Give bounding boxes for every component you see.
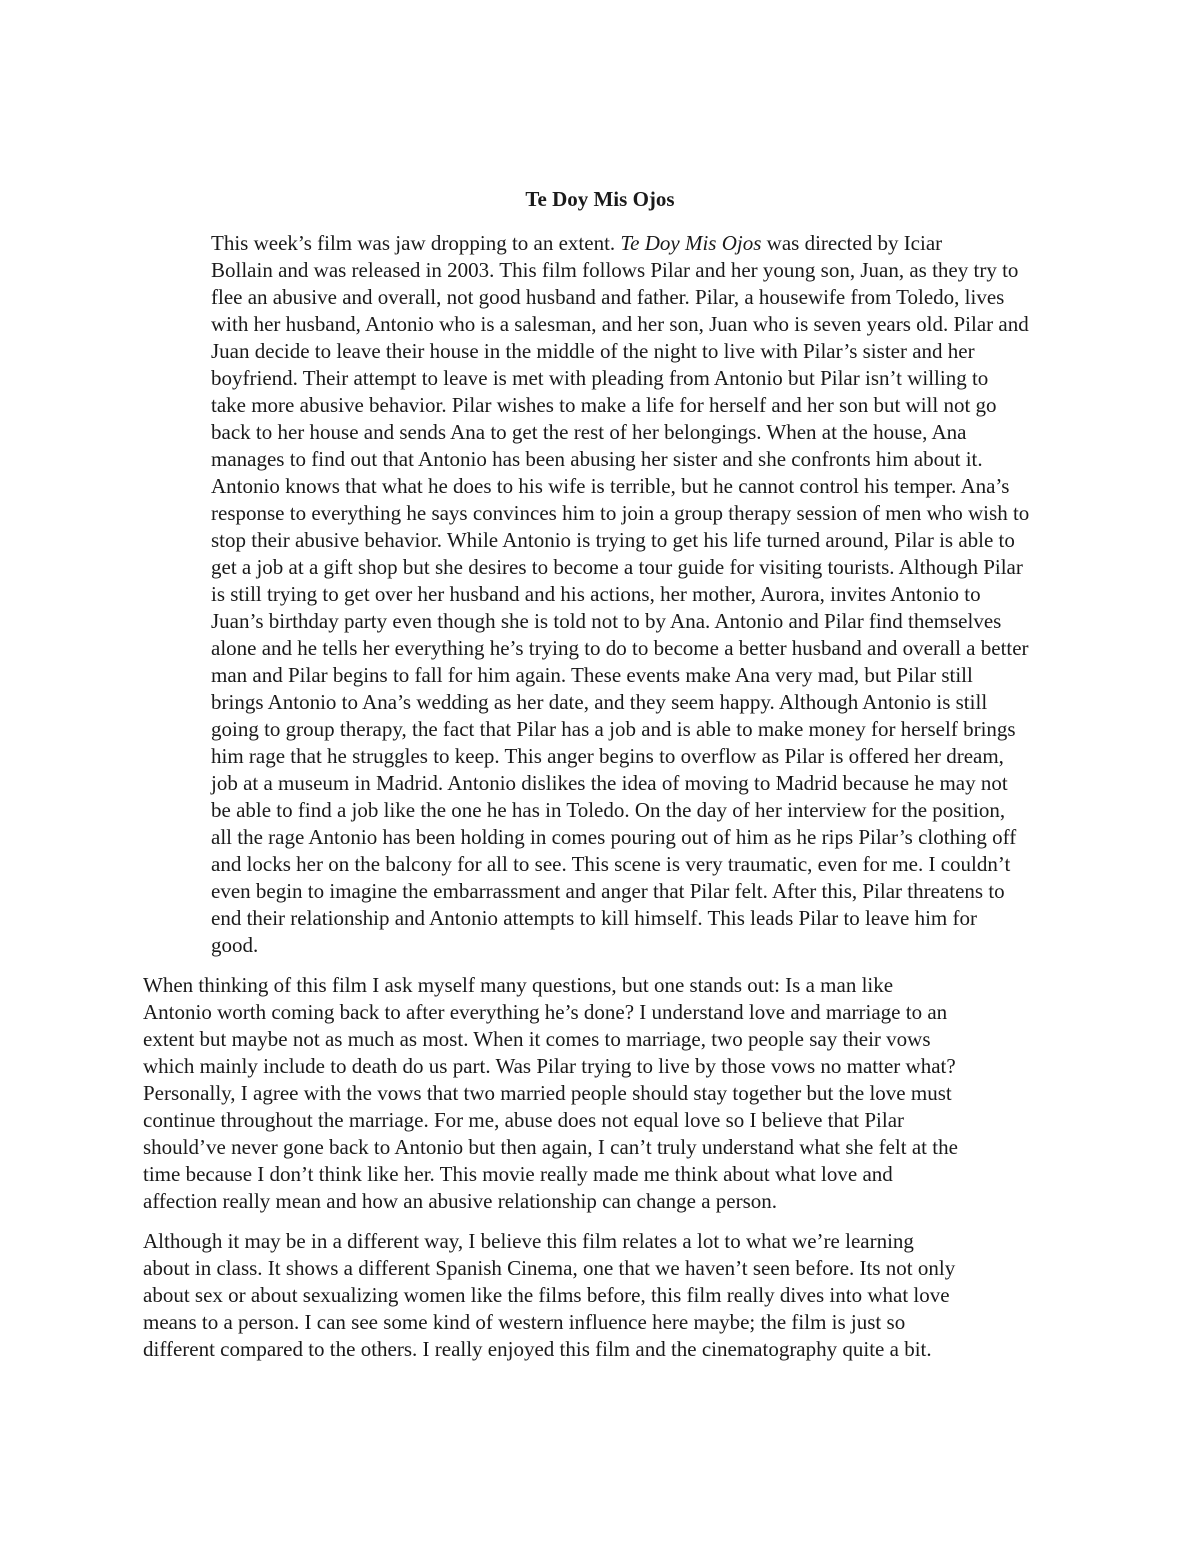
document-title: Te Doy Mis Ojos [525,187,675,211]
paragraph-line: going to group therapy, the fact that Pilar has a job and is able to make money for herself brings [211,717,1016,741]
paragraph-line: about in class. It shows a different Spanish Cinema, one that we haven’t seen before. Its not only [143,1256,956,1280]
paragraph-line: Bollain and was released in 2003. This film follows Pilar and her young son, Juan, as they try to [211,258,1019,282]
paragraph-line: response to everything he says convinces him to join a group therapy session of men who wish to [211,501,1030,525]
paragraph-line: boyfriend. Their attempt to leave is met with pleading from Antonio but Pilar isn’t willing to [211,366,989,390]
paragraph-line: with her husband, Antonio who is a salesman, and her son, Juan who is seven years old. Pilar and [211,312,1029,336]
paragraph-line: good. [211,933,259,957]
document-body [143,230,1061,1363]
paragraph-line: all the rage Antonio has been holding in comes pouring out of him as he rips Pilar’s clothing off [211,825,1017,849]
paragraph-line: Antonio worth coming back to after everything he’s done? I understand love and marriage to an [143,1000,948,1024]
paragraph-class-connection [143,1228,1061,1363]
paragraph-line: be able to find a job like the one he has in Toledo. On the day of her interview for the position, [211,798,1006,822]
paragraph-line: means to a person. I can see some kind of western influence here maybe; the film is just so [143,1310,906,1334]
paragraph-line: flee an abusive and overall, not good husband and father. Pilar, a housewife from Toledo, lives [211,285,1005,309]
paragraph-line-text: This week’s film was jaw dropping to an extent. [211,231,621,255]
paragraph-line: back to her house and sends Ana to get the rest of her belongings. When at the house, Ana [211,420,967,444]
paragraph-line: When thinking of this film I ask myself many questions, but one stands out: Is a man like [143,973,894,997]
paragraph-line: end their relationship and Antonio attempts to kill himself. This leads Pilar to leave him for [211,906,977,930]
paragraph-line: Antonio knows that what he does to his wife is terrible, but he cannot control his temper. Ana’s [211,474,1010,498]
paragraph-line: which mainly include to death do us part. Was Pilar trying to live by those vows no matter what? [143,1054,956,1078]
paragraph-line: is still trying to get over her husband and his actions, her mother, Aurora, invites Antonio to [211,582,981,606]
paragraph-line: even begin to imagine the embarrassment and anger that Pilar felt. After this, Pilar threatens to [211,879,1005,903]
paragraph-line: get a job at a gift shop but she desires to become a tour guide for visiting tourists. Although Pilar [211,555,1023,579]
paragraph-line: affection really mean and how an abusive relationship can change a person. [143,1189,778,1213]
paragraph-line: about sex or about sexualizing women like the films before, this film really dives into what love [143,1283,950,1307]
paragraph-line: Although it may be in a different way, I believe this film relates a lot to what we’re learning [143,1229,914,1253]
paragraph-line: manages to find out that Antonio has been abusing her sister and she confronts him about it. [211,447,983,471]
paragraph-line: time because I don’t think like her. This movie really made me think about what love and [143,1162,893,1186]
paragraph-line: and locks her on the balcony for all to see. This scene is very traumatic, even for me. I couldn’t [211,852,1011,876]
paragraph-line: man and Pilar begins to fall for him again. These events make Ana very mad, but Pilar still [211,663,973,687]
paragraph-line: continue throughout the marriage. For me, abuse does not equal love so I believe that Pilar [143,1108,905,1132]
paragraph-line-text: was directed by Iciar [761,231,943,255]
paragraph-line: Juan’s birthday party even though she is told not to by Ana. Antonio and Pilar find themselves [211,609,1002,633]
paragraph-line: job at a museum in Madrid. Antonio dislikes the idea of moving to Madrid because he may not [211,771,1008,795]
paragraph-line: him rage that he struggles to keep. This anger begins to overflow as Pilar is offered her dream, [211,744,1004,768]
paragraph-line: Juan decide to leave their house in the middle of the night to live with Pilar’s sister and her [211,339,975,363]
paragraph-line: Personally, I agree with the vows that two married people should stay together but the love must [143,1081,952,1105]
paragraph-line: stop their abusive behavior. While Antonio is trying to get his life turned around, Pilar is able to [211,528,1015,552]
paragraph-line: different compared to the others. I really enjoyed this film and the cinematography quite a bit. [143,1337,932,1361]
paragraph-reflection [143,972,1061,1215]
paragraph-line [143,230,1061,257]
paragraph-line: alone and he tells her everything he’s trying to do to become a better husband and overall a better [211,636,1029,660]
paragraph-line: extent but maybe not as much as most. When it comes to marriage, two people say their vows [143,1027,931,1051]
film-title-italic: Te Doy Mis Ojos [620,231,762,255]
paragraph-line: take more abusive behavior. Pilar wishes to make a life for herself and her son but will not go [211,393,997,417]
paragraph-line: brings Antonio to Ana’s wedding as her date, and they seem happy. Although Antonio is still [211,690,988,714]
paragraph-summary [143,230,1061,959]
paragraph-line: should’ve never gone back to Antonio but then again, I can’t truly understand what she felt at the [143,1135,958,1159]
